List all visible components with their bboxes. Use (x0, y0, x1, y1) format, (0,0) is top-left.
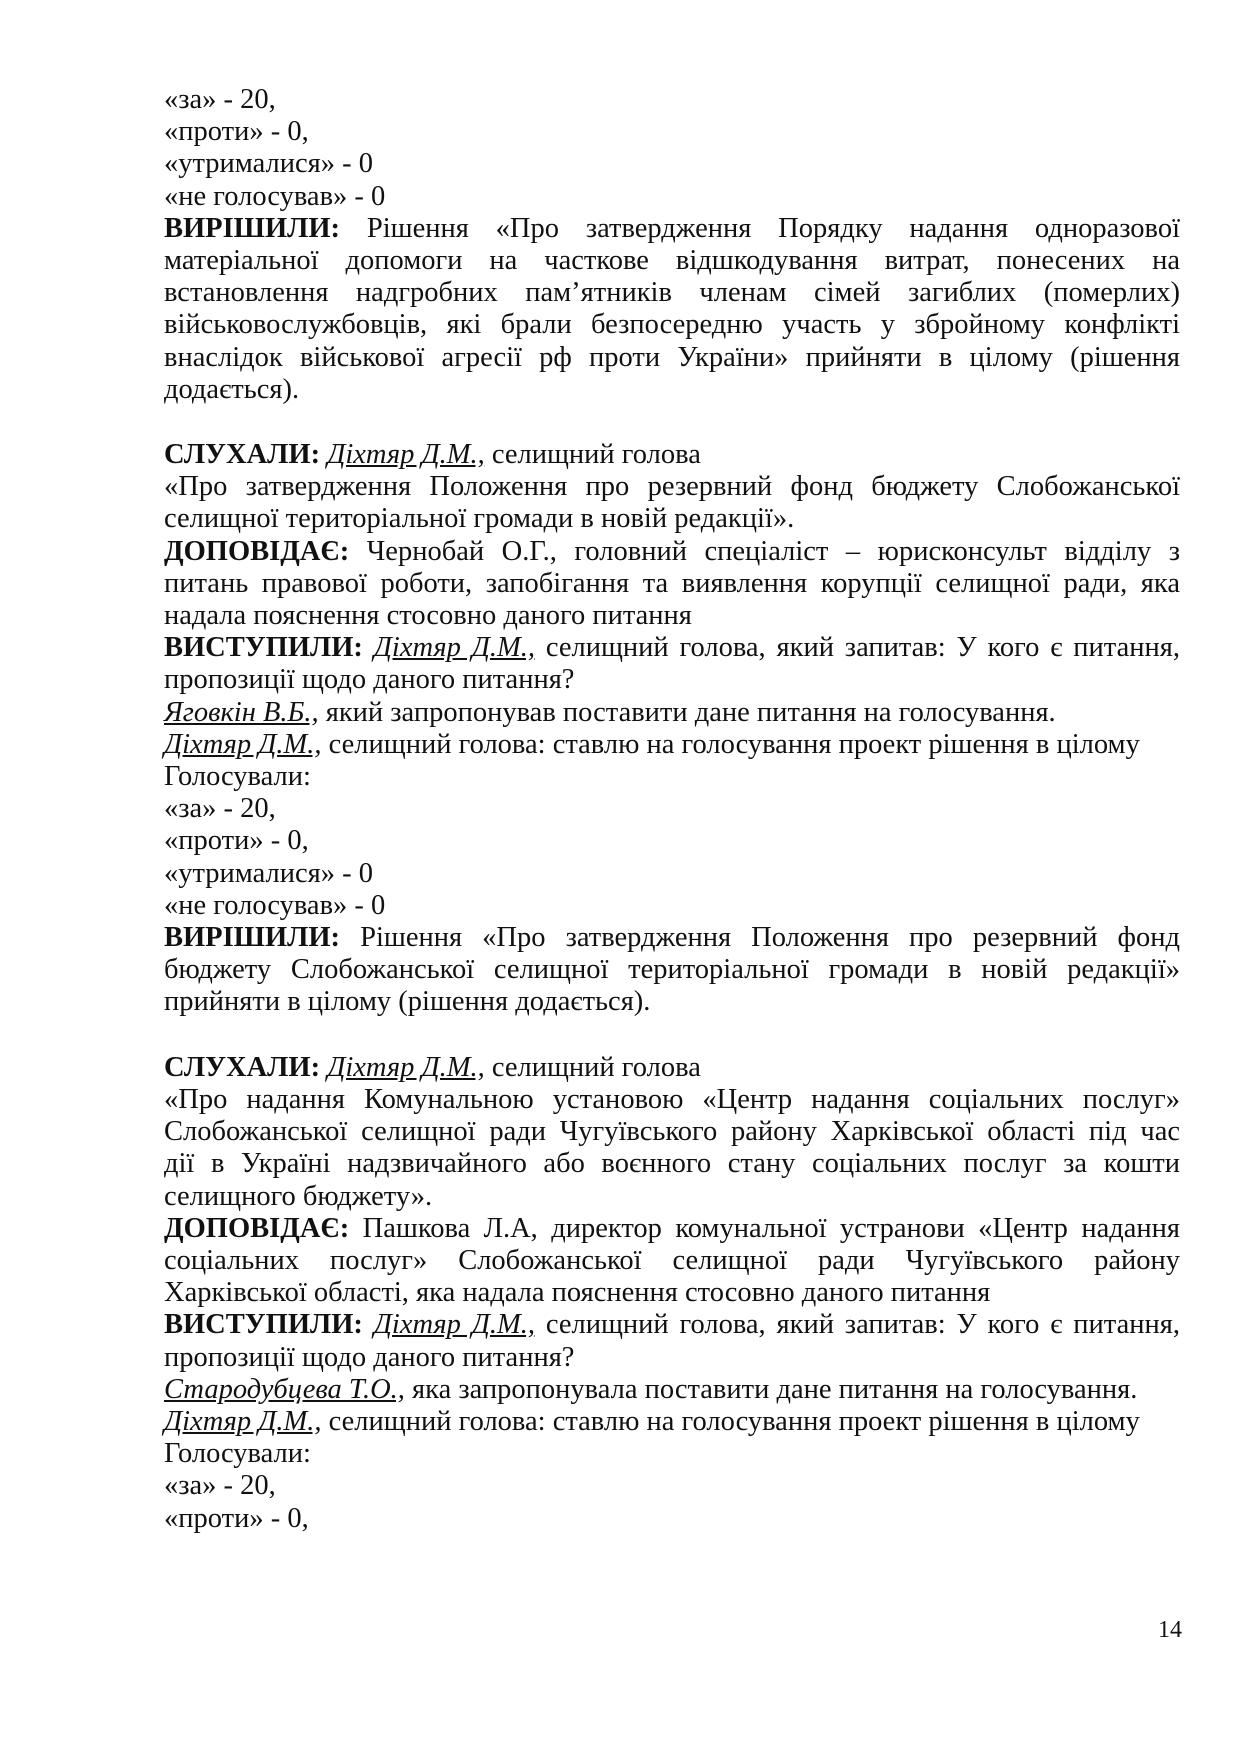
chair-line (164, 1406, 1180, 1438)
decision-text: Рішення «Про затвердження Положення про резервний фонд (360, 922, 1181, 954)
chair-text: селищний голова: ставлю на голосування проект рішення в цілому (328, 728, 1140, 760)
section-gap (164, 1019, 1180, 1052)
report-line: соціальних послуг» Слобожанської селищної ради Чугуївського району (164, 1244, 1180, 1276)
speaker-role: селищний голова (491, 1051, 701, 1083)
vote-not-voted: «не голосував» - 0 (164, 180, 386, 212)
vote-for: «за» - 20, (164, 1470, 276, 1502)
speaker-name: Діхтяр Д.М., (327, 1051, 485, 1083)
spoke-line: пропозиції щодо даного питання? (164, 664, 575, 696)
report-label: ДОПОВІДАЄ: (164, 535, 350, 567)
report-line: питань правової роботи, запобігання та виявлення корупції селищної ради, яка (164, 567, 1180, 599)
heard-label: СЛУХАЛИ: (164, 1051, 321, 1083)
speaker-role: селищний голова (491, 439, 701, 471)
vote-for: «за» - 20, (164, 793, 276, 825)
speaker-name: Діхтяр Д.М., (373, 1309, 535, 1341)
proposer-name: Стародубцева Т.О., (164, 1373, 405, 1405)
chair-text: селищний голова: ставлю на голосування проект рішення в цілому (328, 1405, 1140, 1437)
topic-line: Слобожанської селищної ради Чугуївського району Харківської області під час (164, 1116, 1180, 1148)
chair-name: Діхтяр Д.М., (164, 728, 322, 760)
proposer-line (164, 1374, 1180, 1406)
vote-not-voted: «не голосував» - 0 (164, 889, 386, 921)
decision-line: встановлення надгробних пам’ятників членам сімей загиблих (померлих) (164, 277, 1180, 309)
topic-line: «Про затвердження Положення про резервний фонд бюджету Слобожанської (164, 471, 1180, 503)
chair-name: Діхтяр Д.М., (164, 1405, 322, 1437)
decision-label: ВИРІШИЛИ: (164, 922, 341, 954)
spoke-label: ВИСТУПИЛИ: (164, 632, 363, 664)
decision-line: військовослужбовців, які брали безпосередню участь у збройному конфлікті (164, 309, 1180, 341)
vote-against: «проти» - 0, (164, 825, 309, 857)
speaker-name: Діхтяр Д.М., (327, 439, 485, 471)
vote-for: «за» - 20, (164, 84, 276, 115)
topic-line: дії в Україні надзвичайного або воєнного стану соціальних послуг за кошти (164, 1148, 1180, 1180)
topic-line: селищної територіальної громади в новій редакції». (164, 503, 795, 535)
decision-line: матеріальної допомоги на часткове відшкодування витрат, понесених на (164, 245, 1180, 277)
proposer-text: яка запропонувала поставити дане питання на голосування. (412, 1373, 1138, 1405)
heard-line (164, 1052, 1180, 1084)
decision-line: внаслідок військової агресії рф проти України» прийняти в цілому (рішення (164, 341, 1180, 373)
decision-line: прийняти в цілому (рішення додається). (164, 986, 651, 1018)
document-body (164, 84, 1180, 1535)
spoke-line: пропозиції щодо даного питання? (164, 1341, 575, 1373)
topic-line: селищного бюджету». (164, 1180, 433, 1212)
proposer-text: який запропонував поставити дане питання на голосування. (325, 696, 1056, 728)
spoke-label: ВИСТУПИЛИ: (164, 1309, 363, 1341)
report-text: Чернобай О.Г., головний спеціаліст – юрисконсульт відділу з (366, 535, 1180, 567)
decision-line: додається). (164, 373, 300, 405)
page-number: 14 (1158, 1617, 1182, 1643)
decision-line (164, 213, 1180, 245)
vote-abstained: «утрималися» - 0 (164, 148, 374, 180)
vote-against: «проти» - 0, (164, 116, 309, 148)
proposer-line (164, 697, 1180, 729)
speaker-name: Діхтяр Д.М., (373, 632, 535, 664)
chair-line (164, 729, 1180, 761)
spoke-line (164, 632, 1180, 664)
decision-text: Рішення «Про затвердження Порядку надання одноразової (366, 212, 1180, 244)
voted-label: Голосували: (164, 1438, 311, 1470)
vote-against: «проти» - 0, (164, 1502, 309, 1534)
heard-line (164, 439, 1180, 471)
report-text: Пашкова Л.А, директор комунальної устранови «Центр надання (362, 1212, 1181, 1244)
vote-abstained: «утрималися» - 0 (164, 857, 374, 889)
decision-label: ВИРІШИЛИ: (164, 212, 341, 244)
spoke-text: селищний голова, який запитав: У кого є питання, (545, 632, 1181, 664)
report-line: надала пояснення стосовно даного питання (164, 600, 692, 632)
proposer-name: Яговкін В.Б., (164, 696, 319, 728)
spoke-text: селищний голова, який запитав: У кого є питання, (545, 1309, 1181, 1341)
report-line: Харківської області, яка надала пояснення стосовно даного питання (164, 1277, 991, 1309)
decision-line (164, 922, 1180, 954)
topic-line: «Про надання Комунальною установою «Центр надання соціальних послуг» (164, 1083, 1180, 1115)
spoke-line (164, 1309, 1180, 1341)
report-label: ДОПОВІДАЄ: (164, 1212, 350, 1244)
heard-label: СЛУХАЛИ: (164, 439, 321, 471)
voted-label: Голосували: (164, 761, 311, 793)
section-gap (164, 406, 1180, 439)
report-line (164, 536, 1180, 568)
report-line (164, 1213, 1180, 1245)
decision-line: бюджету Слобожанської селищної територіальної громади в новій редакції» (164, 954, 1180, 986)
